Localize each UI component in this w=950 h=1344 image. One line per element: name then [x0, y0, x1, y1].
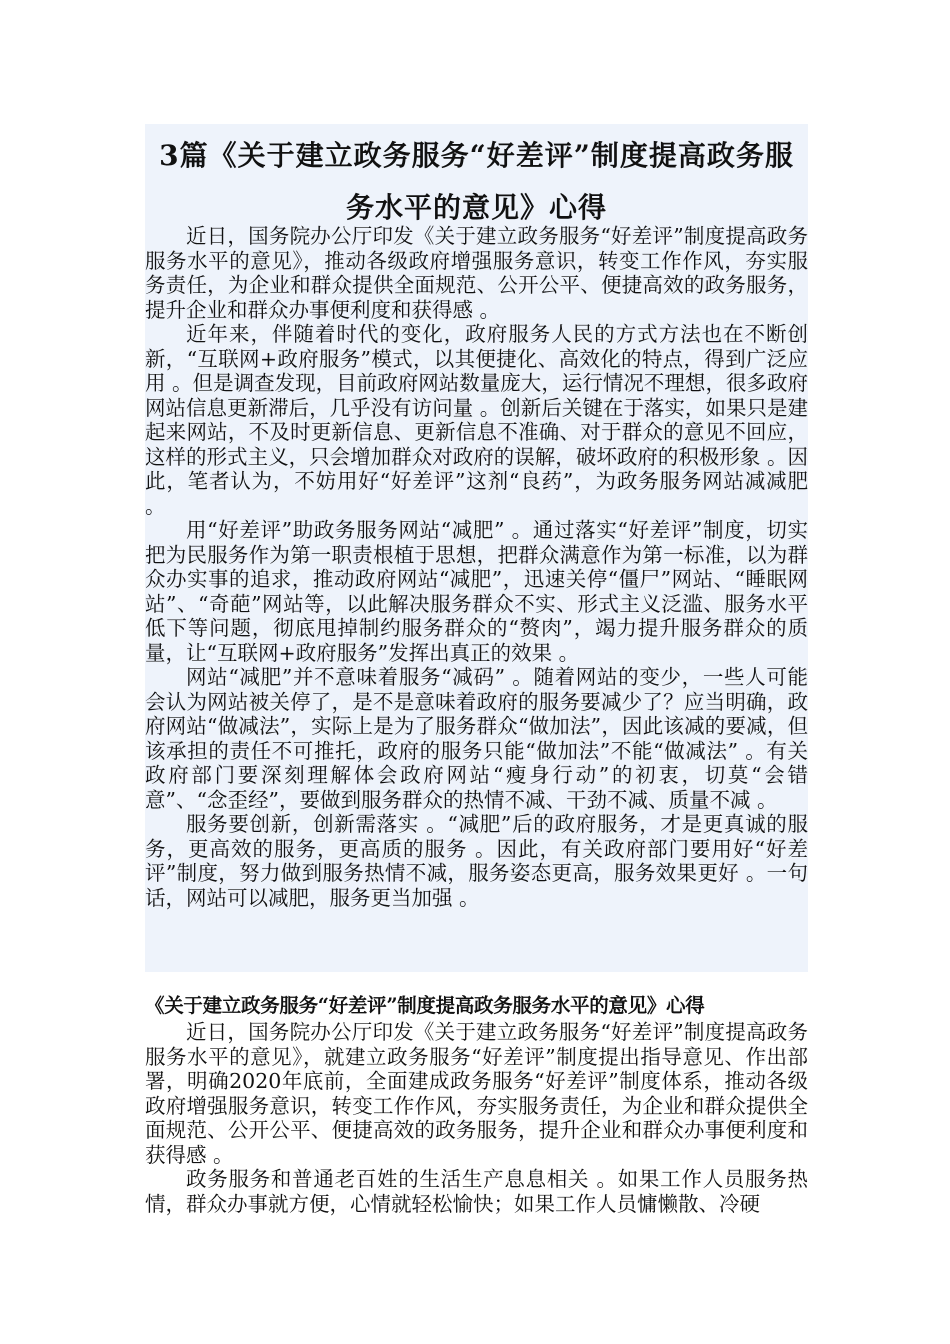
page-title: 3篇《关于建立政务服务“好差评”制度提高政务服务水平的意见》心得 — [159, 139, 794, 224]
section-2-heading: 《关于建立政务服务“好差评”制度提高政务服务水平的意见》心得 — [145, 994, 705, 1017]
paragraph: 网站“减肥”并不意味着服务“减码” 。随着网站的变少，一些人可能会认为网站被关停了，是不是意味着政府的服务要减少了？应当明确，政府网站“做减法”，实际上是为了服务群众“做加法”，因此该减的要减，但该承担的责任不可推托，政府的服务只能“做加法”不能“做减法” 。有关政府部门要深刻理解体会政府网站“瘦身行动”的初衷，切莫“会错意”、“念歪经”，要做到服务群众的热情不减、干劲不减、质量不减 。 — [145, 665, 808, 812]
paragraph: 用“好差评”助政务服务网站“减肥” 。通过落实“好差评”制度，切实把为民服务作为第一职责根植于思想，把群众满意作为第一标准，以为群众办实事的追求，推动政府网站“减肥”，迅速关停“僵尸”网站、“睡眠网站”、“奇葩”网站等，以此解决服务群众不实、形式主义泛滥、服务水平低下等问题，彻底甩掉制约服务群众的“赘肉”，竭力提升服务群众的质量，让“互联网+政府服务”发挥出真正的效果 。 — [145, 518, 808, 665]
paragraph: 服务要创新，创新需落实 。“减肥”后的政府服务，才是更真诚的服务，更高效的服务，更高质的服务 。因此，有关政府部门要用好“好差评”制度，努力做到服务热情不减，服务姿态更高，服务效果更好 。一句话，网站可以减肥，服务更当加强 。 — [145, 812, 808, 910]
paragraph: 近日，国务院办公厅印发《关于建立政务服务“好差评”制度提高政务服务水平的意见》，就建立政务服务“好差评”制度提出指导意见、作出部署，明确2020年底前，全面建成政务服务“好差评”制度体系，推动各级政府增强服务意识，转变工作作风，夯实服务责任，为企业和群众提供全面规范、公开公平、便捷高效的政务服务，提升企业和群众办事便利度和获得感 。 — [145, 1020, 808, 1167]
paragraph: 近日，国务院办公厅印发《关于建立政务服务“好差评”制度提高政务服务水平的意见》，推动各级政府增强服务意识，转变工作作风，夯实服务责任，为企业和群众提供全面规范、公开公平、便捷高效的政务服务，提升企业和群众办事便利度和获得感 。 — [145, 224, 808, 322]
section-1-body — [145, 224, 808, 910]
paragraph: 政务服务和普通老百姓的生活生产息息相关 。如果工作人员服务热情，群众办事就方便，心情就轻松愉快；如果工作人员慵懒散、冷硬 — [145, 1167, 808, 1216]
section-2-body — [145, 1020, 808, 1216]
paragraph: 近年来，伴随着时代的变化，政府服务人民的方式方法也在不断创新，“互联网+政府服务”模式，以其便捷化、高效化的特点，得到广泛应用 。但是调查发现，目前政府网站数量庞大，运行情况不理想，很多政府网站信息更新滞后，几乎没有访问量 。创新后关键在于落实，如果只是建起来网站，不及时更新信息、更新信息不准确、对于群众的意见不回应，这样的形式主义，只会增加群众对政府的误解，破坏政府的积极形象 。因此，笔者认为，不妨用好“好差评”这剂“良药”，为政务服务网站减减肥 。 — [145, 322, 808, 518]
